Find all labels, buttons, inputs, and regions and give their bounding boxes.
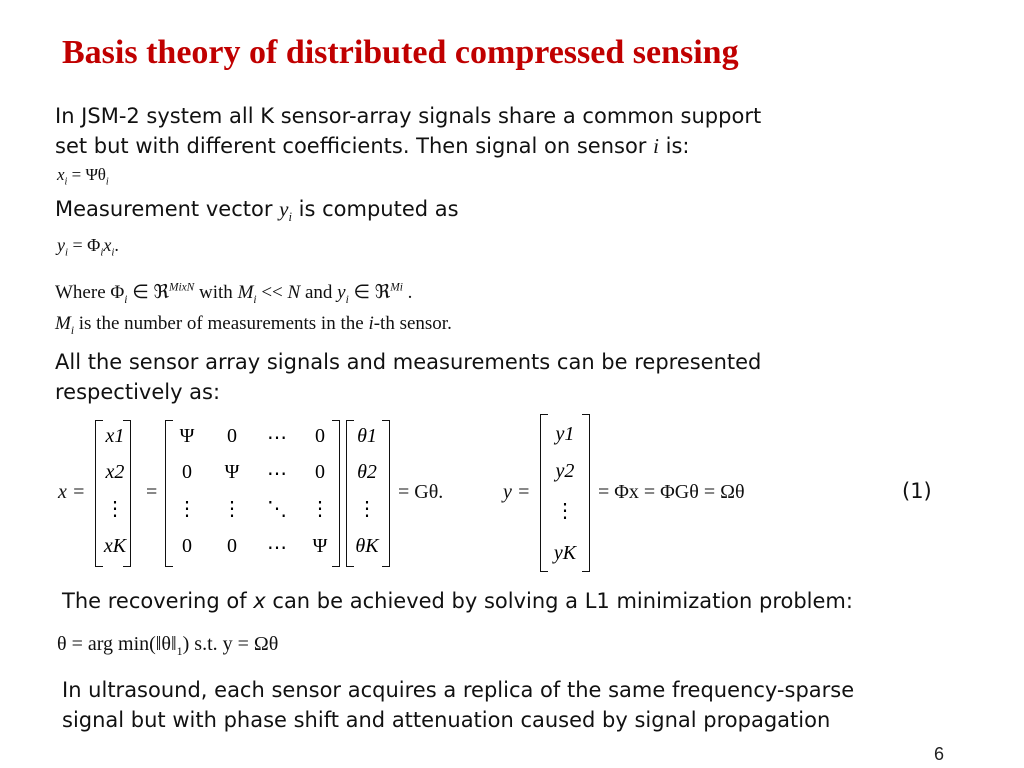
signal-equation [57,165,109,187]
y-rhs: = Φx = ΦGθ = Ωθ [598,481,745,503]
where-a: Where Φ [55,282,125,303]
psi-matrix-cell: ⋯ [267,537,287,559]
where-b-sup: MixN [168,281,195,294]
y-vec-item: y2 [555,460,575,482]
mi-sub: i [70,324,74,337]
recover-end: can be achieved by solving a L1 minimization problem: [265,589,853,613]
theta-vec-right-bracket [382,420,390,567]
var-i: i [653,134,659,158]
mi-var: i [368,313,374,334]
y-vec-item: ⋮ [555,500,575,522]
measurement-equation [57,235,119,259]
eqm-y-sub: i [65,246,68,259]
eq-x-sub: i [64,176,68,188]
eq-sign-2: = [146,481,158,503]
min-equation [57,633,278,659]
g-theta-rhs: = Gθ. [398,481,444,503]
where-g: . [402,282,413,303]
psi-matrix-cell: ⋱ [267,498,287,520]
x-vec-item: xK [103,535,127,557]
where-b: ∈ ℜ [127,282,169,303]
mi-M: M [55,313,71,334]
psi-matrix-cell: Ψ [179,425,195,447]
mi-text: is the number of measurements in the [74,313,369,334]
psi-matrix-cell: 0 [315,425,325,447]
min-sub: 1 [176,644,183,658]
x-equals: x = [58,481,86,503]
paragraph-represent-line2: respectively as: [55,380,221,404]
psi-matrix-cell: Ψ [224,461,240,483]
psi-matrix-cell: ⋮ [310,498,330,520]
where-N: N [287,282,301,303]
where-e: and [300,282,338,303]
x-vec-item: x2 [105,461,125,483]
mi-line [55,313,452,337]
paragraph-jsm2-line2 [55,131,689,161]
paragraph-ultrasound-line2: signal but with phase shift and attenuation caused by signal propagation [62,708,831,732]
theta-vec-item: θ2 [357,461,377,483]
paragraph-recovering [62,586,853,616]
line2-end: is: [658,134,690,158]
eqm-y: y [57,235,65,255]
paragraph-jsm2-line1: In JSM-2 system all K sensor-array signals share a common support [55,104,762,128]
where-M-sub: i [253,293,257,306]
var-y-sub: i [288,210,292,225]
mi-end: -th sensor. [373,313,452,334]
y-vec-right-bracket [582,414,590,572]
where-f: ∈ ℜ [348,282,391,303]
paragraph-represent-line1: All the sensor array signals and measurements can be represented [55,350,762,374]
eqm-phi: = Φ [68,235,101,255]
psi-matrix-cell: ⋯ [267,427,287,449]
y-vec-item: y1 [555,423,575,445]
psi-matrix-cell: 0 [182,535,192,557]
min-end: ) s.t. y = Ωθ [182,633,279,655]
where-line [55,281,412,306]
page-number: 6 [933,744,944,764]
psi-matrix-cell: ⋯ [267,463,287,485]
var-y: y [279,197,289,221]
x-vec-item: x1 [105,425,125,447]
recover-start: The recovering of [62,589,254,613]
min-text: θ = arg min(‖θ‖ [57,633,177,655]
eqm-x-sub: i [111,246,115,259]
eqm-phi-sub: i [100,246,104,259]
eqm-end: . [114,235,119,255]
where-c: with [194,282,238,303]
where-d: << [256,282,288,303]
where-y-sub: i [345,293,349,306]
y-vec-item: yK [553,542,577,564]
where-M: M [237,282,254,303]
measurement-end: is computed as [291,197,459,221]
eq-x: x [57,165,65,184]
line2-start: set but with different coefficients. Then signal on sensor [55,134,654,158]
theta-vec-item: θK [355,535,379,557]
psi-matrix-cell: 0 [315,461,325,483]
theta-vec-item: θ1 [357,425,377,447]
paragraph-ultrasound-line1: In ultrasound, each sensor acquires a replica of the same frequency-sparse [62,678,855,702]
psi-matrix-cell: 0 [227,535,237,557]
eqm-x: x [103,235,112,255]
measurement-start: Measurement vector [55,197,280,221]
recover-var: x [253,589,266,613]
y-vec-left-bracket [540,414,548,572]
where-y: y [337,282,346,303]
x-vec-item: ⋮ [105,498,125,520]
where-f-sup: Mi [390,281,403,294]
psi-matrix-cell: 0 [182,461,192,483]
where-a-sub: i [124,293,128,306]
psi-matrix-cell: ⋮ [222,498,242,520]
paragraph-measurement [55,194,459,232]
psi-matrix-cell: ⋮ [177,498,197,520]
theta-vec-item: ⋮ [357,498,377,520]
equation-number: (1) [902,479,932,503]
eq-psi-theta: = Ψθ [67,165,106,184]
y-equals: y = [503,481,531,503]
eq-theta-sub: i [105,176,109,188]
psi-matrix-cell: 0 [227,425,237,447]
slide-title: Basis theory of distributed compressed sensing [62,34,739,71]
psi-matrix-cell: Ψ [312,535,328,557]
